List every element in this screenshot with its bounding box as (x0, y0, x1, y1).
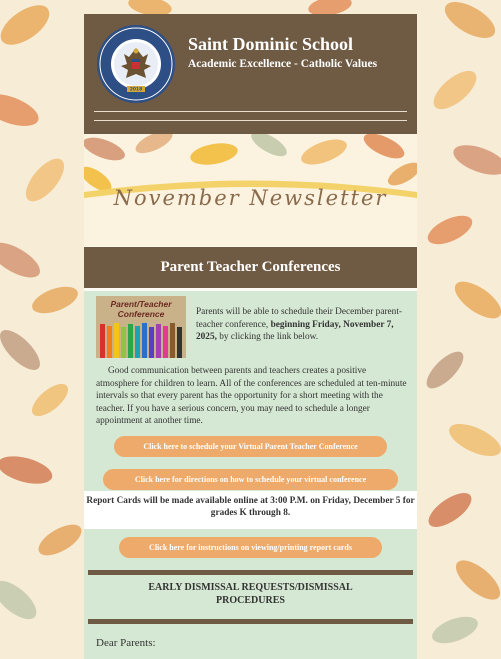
ptc-section (84, 291, 417, 491)
newsletter-banner (84, 134, 417, 246)
divider-bar (88, 619, 413, 624)
school-seal-logo (96, 24, 176, 104)
divider-bar (88, 570, 413, 575)
directions-button[interactable]: Click here for directions on how to schedule your virtual conference (103, 469, 398, 490)
newsletter-column (84, 14, 417, 654)
svg-text:2018: 2018 (129, 87, 143, 93)
divider (94, 111, 407, 112)
pencils-image-caption: Parent/Teacher Conference (110, 299, 172, 319)
dismissal-heading: EARLY DISMISSAL REQUESTS/DISMISSAL PROCEDURES (148, 582, 353, 606)
dismissal-section (84, 529, 417, 659)
section-heading-ptc: Parent Teacher Conferences (84, 247, 417, 288)
ptc-intro-paragraph: Parents will be able to schedule their December parent-teacher conference, beginning Friday, November 7, 2025, by clicking the link below. (196, 307, 402, 342)
ptc-info-paragraph: Good communication between parents and teachers creates a positive atmosphere for children to learn. All of the conferences are scheduled at ten-minute intervals so that every parent has the opportunity for a short meeting with the teacher. If you have a serious concern, you may need to schedule a longer appointment at another time. (96, 366, 407, 426)
school-tagline: Academic Excellence - Catholic Values (188, 58, 378, 70)
pencils-icon (96, 318, 186, 358)
newsletter-title: November Newsletter (113, 186, 388, 210)
newsletter-header (84, 14, 417, 134)
dear-parents-greeting: Dear Parents: (96, 637, 156, 649)
report-card-instructions-button[interactable]: Click here for instructions on viewing/printing report cards (119, 537, 382, 558)
report-card-notice: Report Cards will be made available online at 3:00 P.M. on Friday, December 5 for grades K through 8. (84, 491, 417, 529)
schedule-conference-button[interactable]: Click here to schedule your Virtual Parent Teacher Conference (114, 436, 387, 457)
divider (94, 120, 407, 121)
school-name: Saint Dominic School (188, 34, 354, 54)
colored-pencils-image (96, 296, 186, 358)
